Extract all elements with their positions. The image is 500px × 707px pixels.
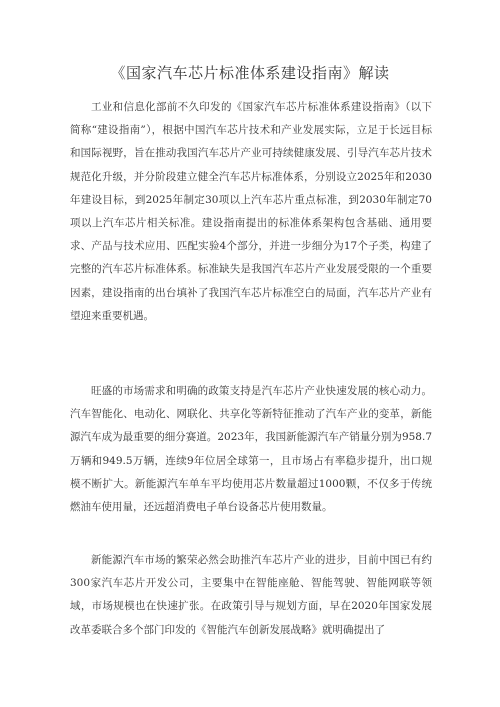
- paragraph-2: 旺盛的市场需求和明确的政策支持是汽车芯片产业快速发展的核心动力。汽车智能化、电动化、网联化、共享化等新特征推动了汽车产业的变革，新能源汽车成为最重要的细分赛道。2023年，我国新能源汽车产销量分别为958.7万辆和949.5万辆，连续9年位居全球第一，且市场占有率稳步提升，出口规模不断扩大。新能源汽车单车平均使用芯片数量超过1000颗，不仅多于传统燃油车使用量，还远超消费电子单台设备芯片使用数量。: [70, 385, 432, 514]
- document-title: 《国家汽车芯片标准体系建设指南》解读: [110, 64, 390, 82]
- paragraph-3: 新能源汽车市场的繁荣必然会助推汽车芯片产业的进步，目前中国已有约300家汽车芯片开发公司，主要集中在智能座舱、智能驾驶、智能网联等领域，市场规模也在快速扩张。在政策引导与规划方面，早在2020年国家发展改革委联合多个部门印发的《智能汽车创新发展战略》就明确提出了: [70, 554, 432, 636]
- paragraph-1: 工业和信息化部前不久印发的《国家汽车芯片标准体系建设指南》（以下简称“建设指南”），根据中国汽车芯片技术和产业发展实际，立足于长远目标和国际视野，旨在推动我国汽车芯片产业可持续健康发展、引导汽车芯片技术规范化升级，并分阶段建立健全汽车芯片标准体系，分别设立2025年和2030年建设目标，到2025年制定30项以上汽车芯片重点标准，到2030年制定70项以上汽车芯片相关标准。建设指南提出的标准体系架构包含基础、通用要求、产品与技术应用、匹配实验4个部分，并进一步细分为17个子类，构建了完整的汽车芯片标准体系。标准缺失是我国汽车芯片产业发展受限的一个重要因素，建设指南的出台填补了我国汽车芯片标准空白的局面，汽车芯片产业有望迎来重要机遇。: [70, 101, 432, 322]
